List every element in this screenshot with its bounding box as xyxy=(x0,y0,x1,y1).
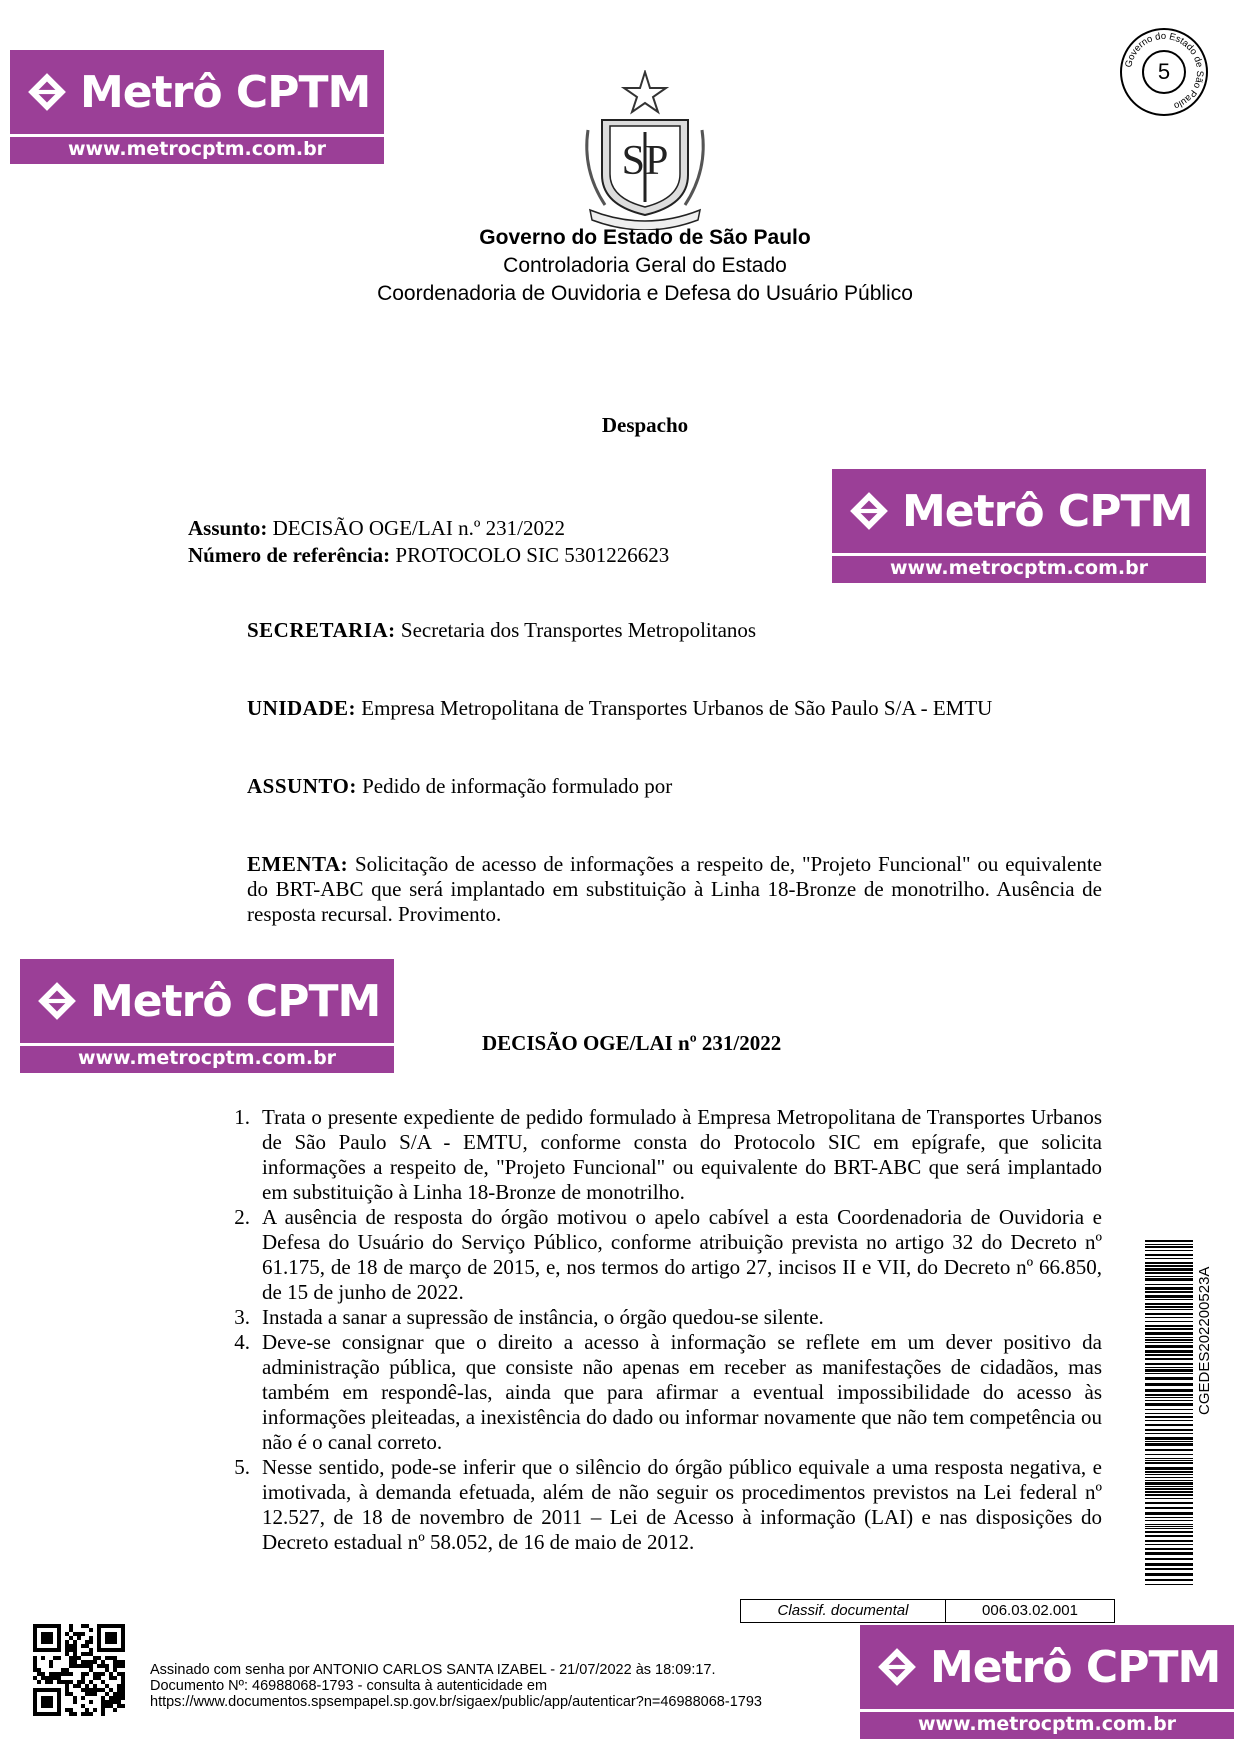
barcode-text: CGEDES202200523A xyxy=(1196,1266,1213,1415)
field-unidade xyxy=(247,696,1102,721)
seal-number: 5 xyxy=(1142,50,1186,94)
list-item-number: 4. xyxy=(234,1330,250,1354)
list-item xyxy=(218,1330,1102,1455)
field-secretaria xyxy=(247,618,1102,643)
list-item-number: 1. xyxy=(234,1105,250,1129)
document-meta xyxy=(188,515,669,569)
svg-text:Governo do Estado de São Paulo: Governo do Estado de São Paulo xyxy=(1123,30,1206,112)
watermark-url: www.metrocptm.com.br xyxy=(860,1712,1234,1739)
page-title: Despacho xyxy=(601,413,689,437)
list-item-text: Nesse sentido, pode-se inferir que o silêncio do órgão público equivale a uma resposta negativa, e imotivada, à demanda efetuada, além de não seguir os procedimentos previstos na Lei federal nº 12.527, de 18 de novembro de 2011 – Lei de Acesso à informação (LAI) e nas disposições do Decreto estadual nº 58.052, de 16 de maio de 2012. xyxy=(262,1455,1102,1554)
metro-cptm-watermark xyxy=(860,1625,1234,1738)
metro-logo-icon xyxy=(36,980,78,1022)
signature-footer xyxy=(150,1662,762,1710)
watermark-brand: Metrô CPTM xyxy=(80,66,371,118)
watermark-brand: Metrô CPTM xyxy=(902,485,1193,537)
list-item xyxy=(218,1455,1102,1555)
metro-cptm-watermark xyxy=(832,469,1206,582)
list-item xyxy=(218,1305,1102,1330)
watermark-url: www.metrocptm.com.br xyxy=(832,556,1206,583)
field-ementa xyxy=(247,852,1102,927)
ref-value: PROTOCOLO SIC 5301226623 xyxy=(395,543,670,567)
metro-cptm-watermark xyxy=(20,959,394,1072)
classification-box xyxy=(740,1599,1115,1623)
watermark-brand: Metrô CPTM xyxy=(90,975,381,1027)
metro-logo-icon xyxy=(848,490,890,532)
barcode-icon xyxy=(1145,1240,1193,1585)
svg-text:SP: SP xyxy=(621,138,669,184)
secretaria-value: Secretaria dos Transportes Metropolitanos xyxy=(400,618,757,642)
metro-cptm-watermark xyxy=(10,50,384,163)
decision-list xyxy=(218,1105,1102,1555)
assunto-field-label: ASSUNTO: xyxy=(247,774,357,798)
list-item xyxy=(218,1105,1102,1205)
watermark-brand: Metrô CPTM xyxy=(930,1641,1221,1693)
list-item xyxy=(218,1205,1102,1305)
footer-line-3[interactable]: https://www.documentos.spsempapel.sp.gov.br/sigaex/public/app/autenticar?n=46988068-1793 xyxy=(150,1694,762,1710)
assunto-field-value: Pedido de informação formulado por xyxy=(362,774,673,798)
assunto-label: Assunto: xyxy=(188,516,268,540)
header-line-2: Controladoria Geral do Estado xyxy=(503,254,787,277)
qr-code-icon[interactable] xyxy=(33,1624,125,1716)
unidade-value: Empresa Metropolitana de Transportes Urbanos de São Paulo S/A - EMTU xyxy=(361,696,993,720)
list-item-number: 5. xyxy=(234,1455,250,1479)
header-line-3: Coordenadoria de Ouvidoria e Defesa do Usuário Público xyxy=(377,282,913,305)
unidade-label: UNIDADE: xyxy=(247,696,356,720)
metro-logo-icon xyxy=(26,71,68,113)
ementa-label: EMENTA: xyxy=(247,852,349,876)
ementa-value: Solicitação de acesso de informações a respeito de, "Projeto Funcional" ou equivalente do BRT-ABC que será implantado em substituição à Linha 18-Bronze de monotrilho. Ausência de resposta recursal. Provimento. xyxy=(247,852,1102,926)
list-item-number: 3. xyxy=(234,1305,250,1329)
sp-coat-of-arms-icon xyxy=(580,70,710,230)
ref-label: Número de referência: xyxy=(188,543,391,567)
list-item-text: Trata o presente expediente de pedido formulado à Empresa Metropolitana de Transportes Urbanos de São Paulo S/A - EMTU, conforme consta do Protocolo SIC em epígrafe, que solicita informações a respeito de, "Projeto Funcional" ou equivalente do BRT-ABC que será implantado em substituição à Linha 18-Bronze de monotrilho. xyxy=(262,1105,1102,1204)
decision-title: DECISÃO OGE/LAI nº 231/2022 xyxy=(482,1031,782,1055)
secretaria-label: SECRETARIA: xyxy=(247,618,396,642)
list-item-text: A ausência de resposta do órgão motivou o apelo cabível a esta Coordenadoria de Ouvidoria e Defesa do Usuário do Serviço Público, conforme atribuição prevista no artigo 32 do Decreto nº 61.175, de 18 de março de 2015, e, nos termos do artigo 27, incisos II e VII, do Decreto nº 66.850, de 15 de junho de 2022. xyxy=(262,1205,1102,1304)
header-line-1: Governo do Estado de São Paulo xyxy=(479,226,811,249)
document-header xyxy=(0,224,1240,308)
assunto-value: DECISÃO OGE/LAI n.º 231/2022 xyxy=(272,516,565,540)
field-assunto xyxy=(247,774,1102,799)
footer-line-2: Documento Nº: 46988068-1793 - consulta à autenticidade em xyxy=(150,1678,548,1694)
classification-label: Classif. documental xyxy=(741,1600,946,1622)
metro-logo-icon xyxy=(876,1646,918,1688)
list-item-number: 2. xyxy=(234,1205,250,1229)
watermark-url: www.metrocptm.com.br xyxy=(10,137,384,164)
footer-line-1: Assinado com senha por ANTONIO CARLOS SANTA IZABEL - 21/07/2022 às 18:09:17. xyxy=(150,1662,716,1678)
watermark-url: www.metrocptm.com.br xyxy=(20,1046,394,1073)
list-item-text: Deve-se consignar que o direito a acesso à informação se reflete em um dever positivo da administração pública, que consiste não apenas em receber as manifestações de cidadãos, mas também em respondê-las, ainda que para afirmar a eventual impossibilidade do acesso às informações pleiteadas, a inexistência do dado ou informar novamente que não tem competência ou não é o canal correto. xyxy=(262,1330,1102,1454)
state-seal xyxy=(1120,28,1208,116)
list-item-text: Instada a sanar a supressão de instância, o órgão quedou-se silente. xyxy=(262,1305,824,1329)
classification-value: 006.03.02.001 xyxy=(982,1602,1078,1619)
